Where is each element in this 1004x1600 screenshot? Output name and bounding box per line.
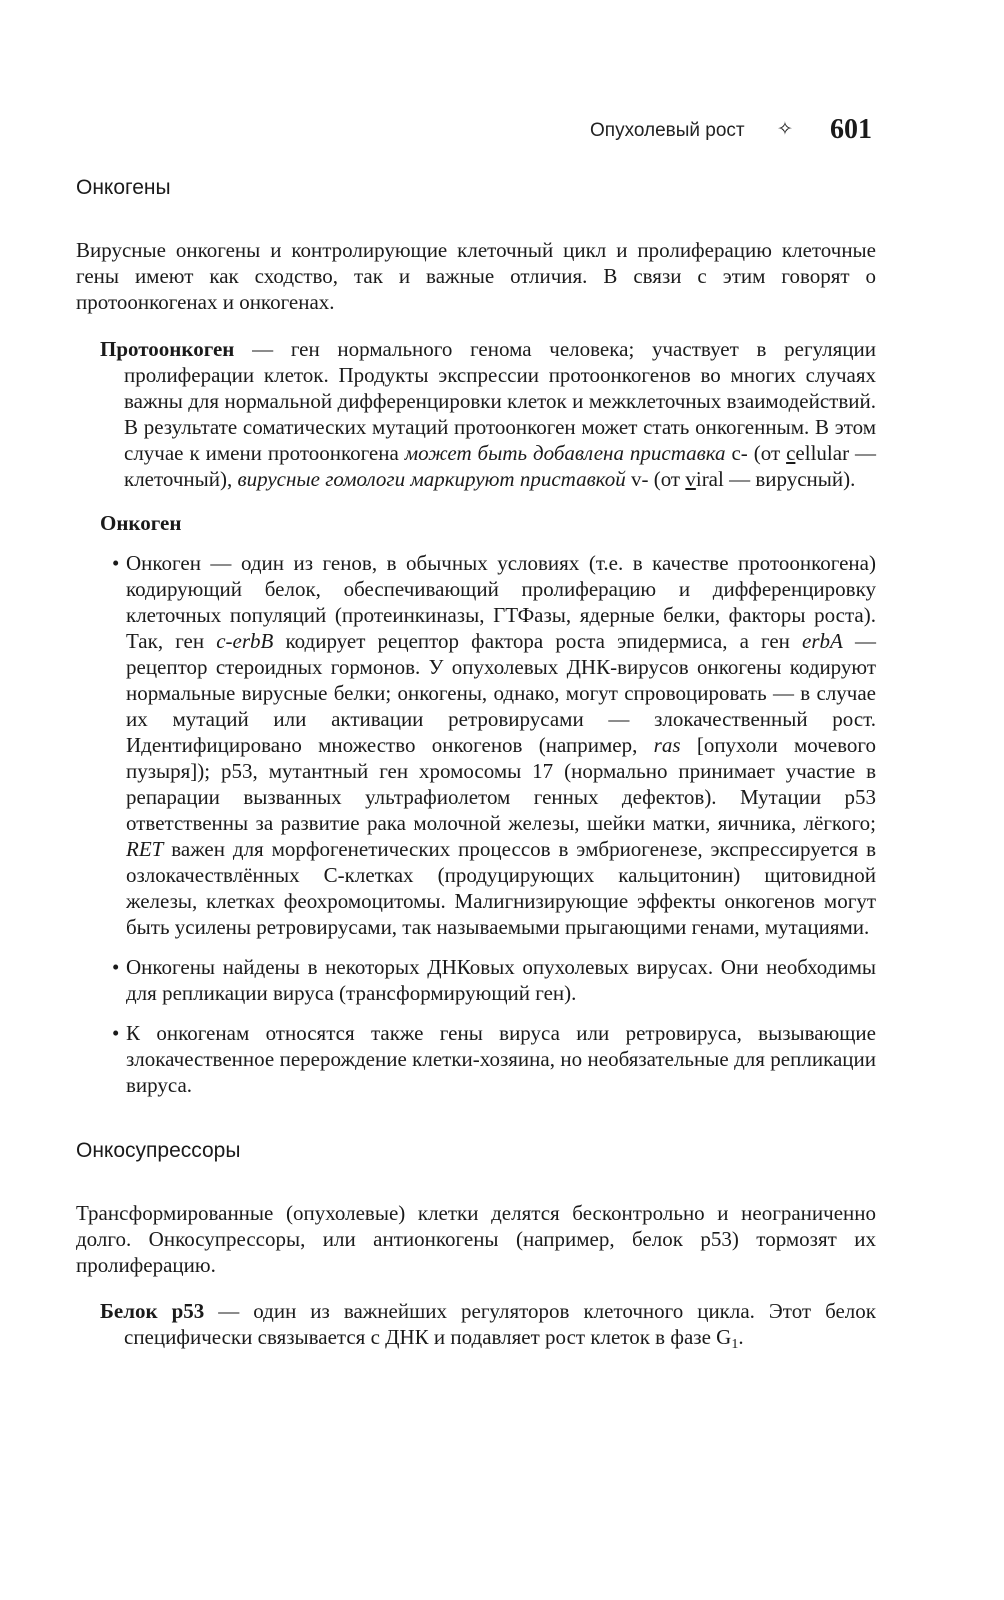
gene-ras: ras bbox=[653, 733, 681, 757]
gene-erbA: erbA bbox=[802, 629, 843, 653]
p53-end: . bbox=[738, 1325, 744, 1349]
p53-text: — один из важнейших регуляторов клеточного цикла. Этот белок специфически связывается с ДНК и подавляет рост клеток в фазе G bbox=[124, 1299, 876, 1349]
def-italic-b: вирусные гомологи маркируют приставкой bbox=[237, 467, 626, 491]
page-content bbox=[76, 175, 876, 1358]
oncogenes-intro: Вирусные онкогены и контролирующие клеточный цикл и пролиферацию клеточные гены имеют как сходство, так и важные отличия. В связи с этим говорят о протоонкогенах и онкогенах. bbox=[76, 238, 876, 314]
page-number: 601 bbox=[830, 114, 872, 145]
phase-subscript: 1 bbox=[731, 1337, 739, 1352]
b1-text-1: Онкоген — один из генов, в обычных условиях (т.е. в качестве протоонкогена) кодирующий белок, обеспечивающий пролиферацию и дифференцировку клеточных популяций (протеинкиназы, ГТФазы, ядерные белки, факторы роста). Так, ген bbox=[126, 551, 876, 653]
running-head bbox=[0, 112, 1004, 152]
oncogene-bullet-list bbox=[76, 550, 876, 1098]
def-text-b: c- (от bbox=[725, 441, 787, 465]
def-underline-c: c bbox=[786, 441, 796, 465]
section-heading-suppressors: Онкосупрессоры bbox=[76, 1139, 241, 1162]
b2-text: Онкогены найдены в некоторых ДНКовых опухолевых вирусах. Они необходимы для репликации вируса (трансформирующий ген). bbox=[126, 955, 876, 1005]
b1-text-5: важен для морфогенетических процессов в эмбриогенезе, экспрессируется в озлокачествлённых C-клетках (продуцирующих кальцитонин) щитовидной железы, клетках феохромоцитомы. Малигнизирующие эффекты онкогенов могут быть усилены ретровирусами, так называемыми прыгающими генами, мутациями. bbox=[126, 837, 876, 939]
def-italic-a: может быть добавлена приставка bbox=[404, 441, 726, 465]
def-text-d: v- (от bbox=[625, 467, 686, 491]
bullet-icon: • bbox=[112, 551, 120, 575]
def-text-a: — ген нормального генома человека; участвует в регуляции пролиферации клеток. Продукты экспрессии протоонкогенов во многих случаях важны для нормальной дифференцировки клеток и межклеточных взаимодействий. В результате соматических мутаций протоонкоген может стать онкогенным. В этом случае к имени протоонкогена bbox=[124, 337, 876, 465]
bullet-icon: • bbox=[112, 955, 120, 979]
list-item bbox=[76, 1020, 876, 1098]
b1-text-2: кодирует рецептор фактора роста эпидермиса, а ген bbox=[273, 629, 803, 653]
protooncogene-definition bbox=[76, 336, 876, 492]
oncogene-heading: Онкоген bbox=[100, 511, 182, 535]
gene-RET: RET bbox=[126, 837, 164, 861]
def-text-c: ellular — клеточный), bbox=[124, 441, 877, 491]
p53-term: Белок p53 bbox=[100, 1299, 205, 1323]
section-heading-oncogenes: Онкогены bbox=[76, 176, 171, 199]
b1-text-4: [опухоли мочевого пузыря]); p53, мутантный ген хромосомы 17 (нормально принимает участие в репарации вызванных ультрафиолетом генных дефектов). Мутации p53 ответственны за развитие рака молочной железы, шейки матки, яичника, лёгкого; bbox=[126, 733, 876, 835]
b1-text-3: — рецептор стероидных гормонов. У опухолевых ДНК-вирусов онкогены кодируют нормальные вирусные белки; онкогены, однако, могут спровоцировать — в случае их мутаций или активации ретровирусами — злокачественный рост. Идентифицировано множество онкогенов (например, bbox=[126, 629, 876, 757]
def-text-e: iral — вирусный). bbox=[695, 467, 856, 491]
list-item bbox=[76, 954, 876, 1006]
suppressors-intro: Трансформированные (опухолевые) клетки делятся бесконтрольно и неограниченно долго. Онкосупрессоры, или антионкогены (например, белок p53) тормозят их пролиферацию. bbox=[76, 1201, 876, 1277]
ornament-icon: ✧ bbox=[777, 118, 793, 140]
bullet-icon: • bbox=[112, 1021, 120, 1045]
list-item bbox=[76, 550, 876, 940]
p53-definition bbox=[76, 1298, 876, 1358]
running-title: Опухолевый рост bbox=[590, 120, 745, 141]
protooncogene-term: Протоонкоген bbox=[100, 337, 235, 361]
gene-c-erbB: c-erbB bbox=[216, 629, 274, 653]
def-underline-v: v bbox=[685, 467, 696, 491]
b3-text: К онкогенам относятся также гены вируса или ретровируса, вызывающие злокачественное перерождение клетки-хозяина, но необязательные для репликации вируса. bbox=[126, 1021, 876, 1097]
